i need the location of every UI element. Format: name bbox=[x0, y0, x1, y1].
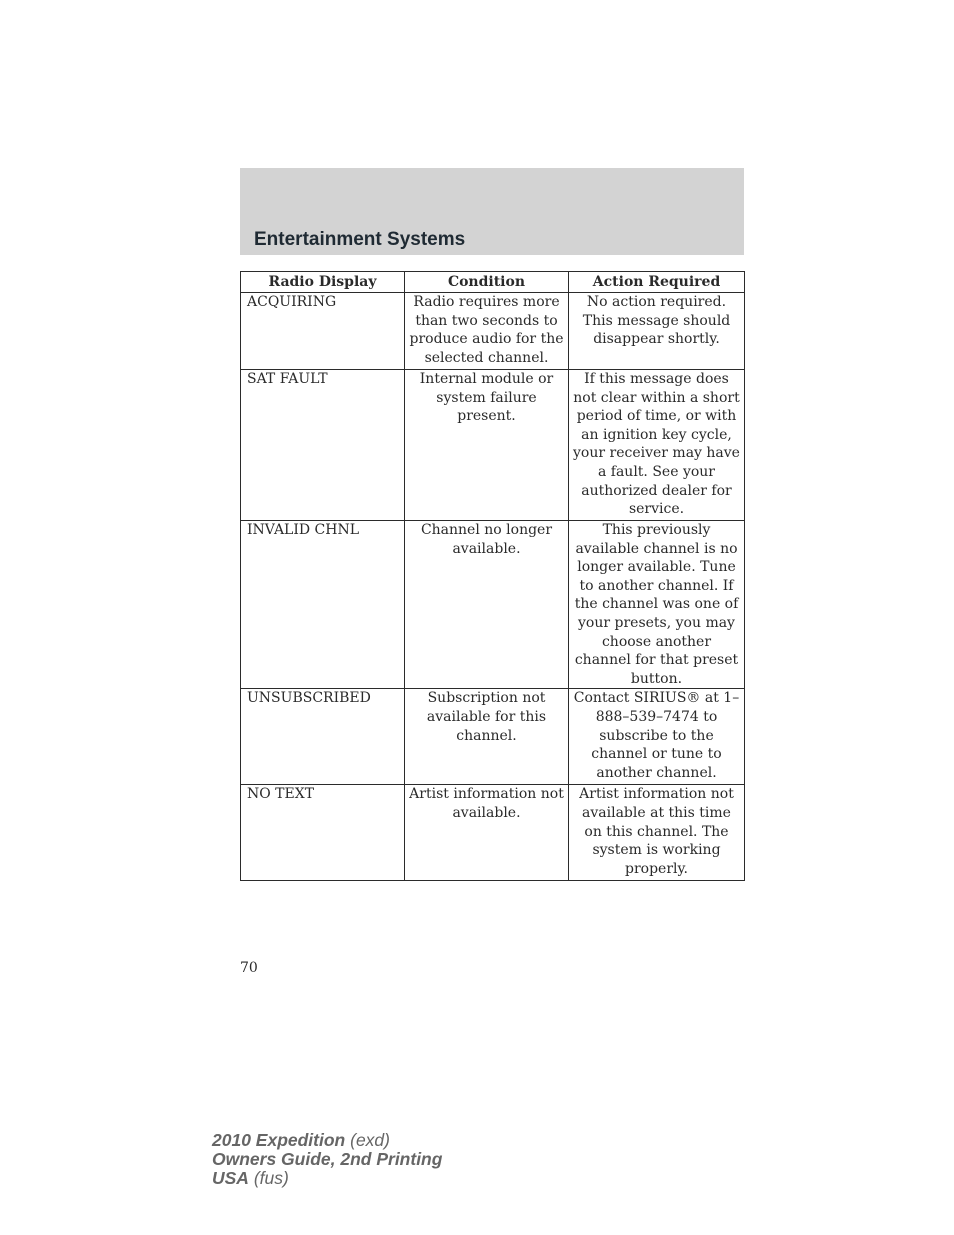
radio-display-messages-table bbox=[240, 271, 745, 881]
footer-market-code: (fus) bbox=[248, 1168, 289, 1188]
page-number: 70 bbox=[240, 960, 258, 976]
table-header-row bbox=[241, 272, 745, 293]
cell-action-required: Artist information not available at this time on this channel. The system is working properly. bbox=[569, 785, 745, 881]
footer-line-guide bbox=[212, 1150, 442, 1169]
footer-guide-edition: Owners Guide, 2nd Printing bbox=[212, 1149, 443, 1169]
section-header-band bbox=[240, 168, 744, 255]
table-row bbox=[241, 785, 745, 881]
cell-condition: Artist information not available. bbox=[405, 785, 569, 881]
cell-condition: Internal module or system failure present. bbox=[405, 370, 569, 521]
cell-radio-display: NO TEXT bbox=[241, 785, 405, 881]
table-row bbox=[241, 689, 745, 785]
footer-model-name: 2010 Expedition bbox=[212, 1130, 346, 1150]
column-header-action-required: Action Required bbox=[569, 272, 745, 293]
document-footer bbox=[212, 1131, 442, 1188]
footer-line-model bbox=[212, 1131, 442, 1150]
section-title: Entertainment Systems bbox=[254, 229, 466, 250]
table-row bbox=[241, 370, 745, 521]
footer-line-market bbox=[212, 1169, 442, 1188]
table-row bbox=[241, 293, 745, 370]
cell-condition: Radio requires more than two seconds to produce audio for the selected channel. bbox=[405, 293, 569, 370]
column-header-condition: Condition bbox=[405, 272, 569, 293]
cell-condition: Subscription not available for this channel. bbox=[405, 689, 569, 785]
cell-condition: Channel no longer available. bbox=[405, 521, 569, 689]
cell-radio-display: UNSUBSCRIBED bbox=[241, 689, 405, 785]
column-header-radio-display: Radio Display bbox=[241, 272, 405, 293]
cell-action-required: No action required. This message should disappear shortly. bbox=[569, 293, 745, 370]
footer-market: USA bbox=[212, 1168, 249, 1188]
table-row bbox=[241, 521, 745, 689]
cell-radio-display: ACQUIRING bbox=[241, 293, 405, 370]
footer-model-code: (exd) bbox=[345, 1130, 390, 1150]
cell-action-required: If this message does not clear within a short period of time, or with an ignition key cycle, your receiver may have a fault. See your authorized dealer for service. bbox=[569, 370, 745, 521]
cell-radio-display: SAT FAULT bbox=[241, 370, 405, 521]
cell-action-required: Contact SIRIUS® at 1–888–539–7474 to subscribe to the channel or tune to another channel. bbox=[569, 689, 745, 785]
cell-radio-display: INVALID CHNL bbox=[241, 521, 405, 689]
cell-action-required: This previously available channel is no longer available. Tune to another channel. If the channel was one of your presets, you may choose another channel for that preset button. bbox=[569, 521, 745, 689]
